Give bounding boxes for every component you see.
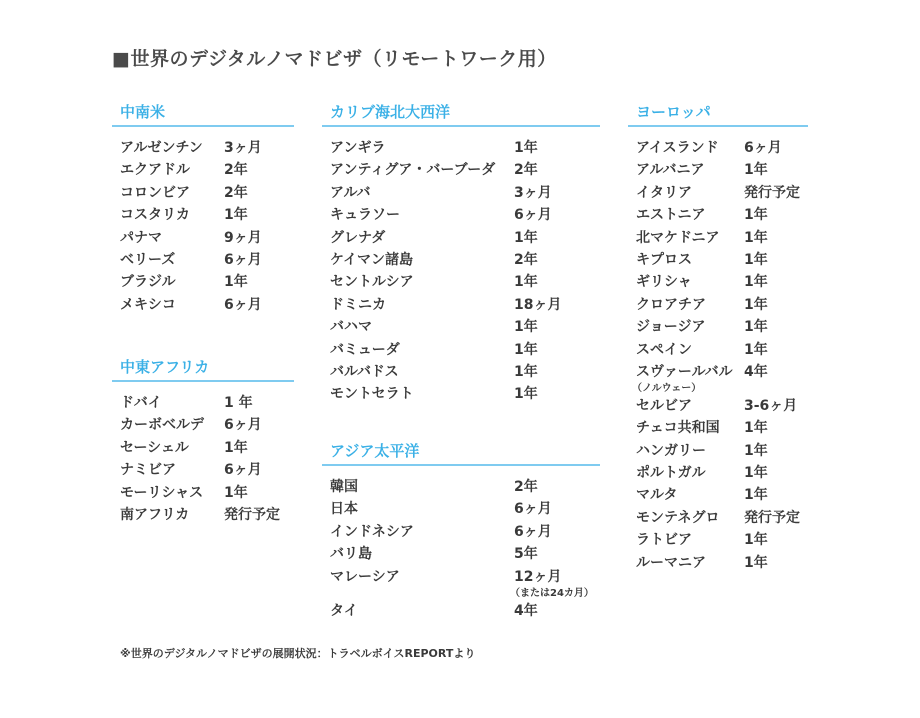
table-row — [636, 393, 808, 415]
table-row — [120, 269, 294, 291]
country-name: 南アフリカ — [120, 506, 190, 523]
visa-period: 1年 — [514, 319, 538, 336]
country-name: マレーシア — [330, 568, 400, 585]
table-row — [636, 292, 808, 314]
table-row — [636, 527, 808, 549]
visa-period: 2年 — [514, 162, 538, 179]
visa-period: 6ヶ月 — [514, 523, 552, 540]
table-row — [330, 381, 600, 403]
country-name: アルバニア — [636, 162, 705, 179]
country-name: チェコ共和国 — [636, 420, 720, 437]
visa-period: 1年 — [744, 207, 768, 224]
visa-period: 3ヶ月 — [224, 140, 262, 156]
visa-period: 1年 — [744, 487, 768, 504]
visa-period: 1年 — [744, 532, 768, 549]
table-row — [330, 247, 600, 269]
period-note: （または24カ月） — [510, 587, 594, 599]
visa-period: 4年 — [514, 602, 538, 619]
table-row — [330, 359, 600, 381]
table-row — [330, 202, 600, 224]
country-name: スペイン — [636, 341, 692, 358]
table-row — [636, 550, 808, 572]
table-row — [636, 505, 808, 527]
visa-period: 1年 — [514, 386, 538, 403]
visa-period: 5年 — [514, 546, 538, 563]
table-row — [120, 502, 294, 524]
visa-period: 1年 — [744, 162, 768, 179]
table-row — [636, 247, 808, 269]
section-middle-east-africa — [112, 358, 294, 524]
visa-period: 4年 — [744, 363, 768, 380]
table-row — [330, 474, 600, 496]
table-row — [120, 457, 294, 479]
table-row — [330, 519, 600, 541]
table-row — [120, 157, 294, 179]
table-row — [120, 292, 294, 314]
visa-period: 1年 — [514, 274, 538, 291]
country-name: インドネシア — [330, 523, 414, 540]
country-name: キュラソー — [330, 207, 400, 224]
country-name: モンテネグロ — [636, 509, 720, 526]
visa-period: 6ヶ月 — [514, 207, 552, 224]
visa-period: 発行予定 — [744, 509, 800, 526]
visa-period: 6ヶ月 — [224, 417, 262, 434]
country-subnote: （ノルウェー） — [632, 382, 702, 394]
visa-period: 1 年 — [224, 395, 253, 411]
country-name: ギリシャ — [636, 274, 692, 291]
country-name: 日本 — [330, 501, 358, 518]
table-row — [330, 269, 600, 291]
country-name: バリ島 — [330, 546, 372, 563]
visa-period: 1年 — [224, 274, 248, 291]
section-heading: 中東アフリカ — [112, 358, 294, 382]
visa-period: 発行予定 — [224, 506, 280, 523]
visa-period: 1年 — [744, 465, 768, 482]
country-name: アイスランド — [636, 140, 719, 156]
country-name: アンティグア・バーブーダ — [330, 162, 496, 179]
country-name: ポルトガル — [636, 465, 706, 482]
table-row — [330, 180, 600, 202]
table-row — [120, 390, 294, 412]
table-row — [330, 225, 600, 247]
country-name: コロンビア — [120, 184, 190, 201]
country-name: バミューダ — [330, 341, 400, 358]
visa-period: 1年 — [514, 229, 538, 246]
table-row — [636, 460, 808, 482]
country-name: クロアチア — [636, 296, 706, 313]
country-name: ベリーズ — [120, 251, 176, 268]
country-name: バハマ — [330, 319, 372, 336]
table-row — [120, 180, 294, 202]
visa-list — [628, 135, 808, 572]
table-row — [120, 225, 294, 247]
visa-period: 1年 — [744, 251, 768, 268]
country-name: モーリシャス — [120, 484, 204, 501]
table-row — [330, 564, 600, 598]
country-name: ナミビア — [120, 462, 176, 479]
table-row — [120, 135, 294, 157]
country-name: マルタ — [636, 487, 678, 504]
country-name: ジョージア — [636, 319, 706, 336]
section-asia-pacific — [322, 442, 600, 620]
visa-period: 1年 — [514, 341, 538, 358]
country-name: セーシェル — [120, 439, 189, 456]
table-row — [120, 435, 294, 457]
country-name: ケイマン諸島 — [330, 251, 414, 268]
section-heading: 中南米 — [112, 103, 294, 127]
visa-period: 9ヶ月 — [224, 229, 262, 246]
visa-list — [322, 135, 600, 404]
visa-period: 2年 — [514, 251, 538, 268]
visa-period: 1年 — [224, 439, 248, 456]
table-row — [120, 412, 294, 434]
visa-period: 2年 — [514, 479, 538, 495]
table-row — [330, 135, 600, 157]
visa-period: 1年 — [744, 341, 768, 358]
table-row — [330, 496, 600, 518]
country-name: ルーマニア — [636, 554, 706, 571]
country-name: メキシコ — [120, 296, 176, 313]
footnote: ※世界のデジタルノマドビザの展開状況：トラベルボイスREPORTより — [120, 647, 476, 660]
visa-period: 1年 — [744, 296, 768, 313]
country-name: カーボベルデ — [120, 417, 204, 434]
visa-period: 1年 — [514, 363, 538, 380]
country-name: ハンガリー — [636, 442, 706, 459]
table-row — [330, 292, 600, 314]
visa-period: 1年 — [744, 229, 768, 246]
visa-period: 1年 — [224, 484, 248, 501]
visa-list — [322, 474, 600, 620]
visa-period: 3ヶ月 — [514, 184, 552, 201]
visa-period: 発行予定 — [744, 184, 800, 201]
section-heading: ヨーロッパ — [628, 103, 808, 127]
table-row — [330, 598, 600, 620]
visa-period: 6ヶ月 — [514, 501, 552, 518]
visa-period: 1年 — [744, 420, 768, 437]
table-row — [636, 269, 808, 291]
table-row — [330, 314, 600, 336]
table-row — [636, 415, 808, 437]
visa-period: 2年 — [224, 162, 248, 179]
table-row — [120, 202, 294, 224]
visa-period: 1年 — [514, 140, 538, 156]
country-name: アルバ — [330, 184, 371, 201]
table-row — [636, 438, 808, 460]
country-name: 北マケドニア — [636, 229, 720, 246]
country-name: アルゼンチン — [120, 140, 203, 156]
visa-period: 2年 — [224, 184, 248, 201]
section-latin-america — [112, 103, 294, 314]
table-row — [330, 337, 600, 359]
table-row — [636, 225, 808, 247]
table-row — [636, 337, 808, 359]
table-row — [636, 314, 808, 336]
table-row — [120, 480, 294, 502]
country-name: 韓国 — [330, 479, 358, 495]
visa-period: 1年 — [224, 207, 248, 224]
country-name: タイ — [330, 602, 358, 619]
visa-period: 12ヶ月 — [514, 568, 562, 585]
table-row — [636, 180, 808, 202]
country-name: イタリア — [636, 184, 692, 201]
section-heading: カリブ海北大西洋 — [322, 103, 600, 127]
visa-period: 6ヶ月 — [224, 462, 262, 479]
visa-period: 3-6ヶ月 — [744, 397, 798, 414]
country-name: エストニア — [636, 207, 706, 224]
visa-list — [112, 135, 294, 314]
country-name: スヴァールバル — [636, 363, 733, 380]
table-row — [330, 157, 600, 179]
country-name: キプロス — [636, 251, 692, 268]
country-name: セルビア — [636, 397, 692, 414]
country-name: コスタリカ — [120, 207, 190, 224]
section-caribbean-atlantic — [322, 103, 600, 404]
section-europe — [628, 103, 808, 572]
country-name: ドバイ — [120, 395, 162, 411]
table-row — [120, 247, 294, 269]
table-row — [632, 359, 808, 394]
table-row — [636, 157, 808, 179]
country-name: バルバドス — [330, 363, 399, 380]
table-row — [636, 202, 808, 224]
visa-period: 6ヶ月 — [744, 140, 782, 156]
table-row — [636, 135, 808, 157]
visa-period: 6ヶ月 — [224, 251, 262, 268]
table-row — [330, 541, 600, 563]
visa-period: 6ヶ月 — [224, 296, 262, 313]
country-name: グレナダ — [330, 229, 386, 246]
country-name: アンギラ — [330, 140, 386, 156]
visa-period: 1年 — [744, 274, 768, 291]
country-name: ドミニカ — [330, 296, 386, 313]
page-title: ■世界のデジタルノマドビザ（リモートワーク用） — [112, 48, 557, 70]
visa-period: 1年 — [744, 319, 768, 336]
country-name: エクアドル — [120, 162, 190, 179]
visa-list — [112, 390, 294, 524]
country-name: セントルシア — [330, 274, 414, 291]
visa-period: 1年 — [744, 442, 768, 459]
visa-period: 1年 — [744, 554, 768, 571]
visa-period: 18ヶ月 — [514, 296, 562, 313]
country-name: ラトビア — [636, 532, 692, 549]
country-name: ブラジル — [120, 274, 176, 291]
country-name: モントセラト — [330, 386, 414, 403]
table-row — [636, 482, 808, 504]
section-heading: アジア太平洋 — [322, 442, 600, 466]
country-name: パナマ — [120, 229, 162, 246]
